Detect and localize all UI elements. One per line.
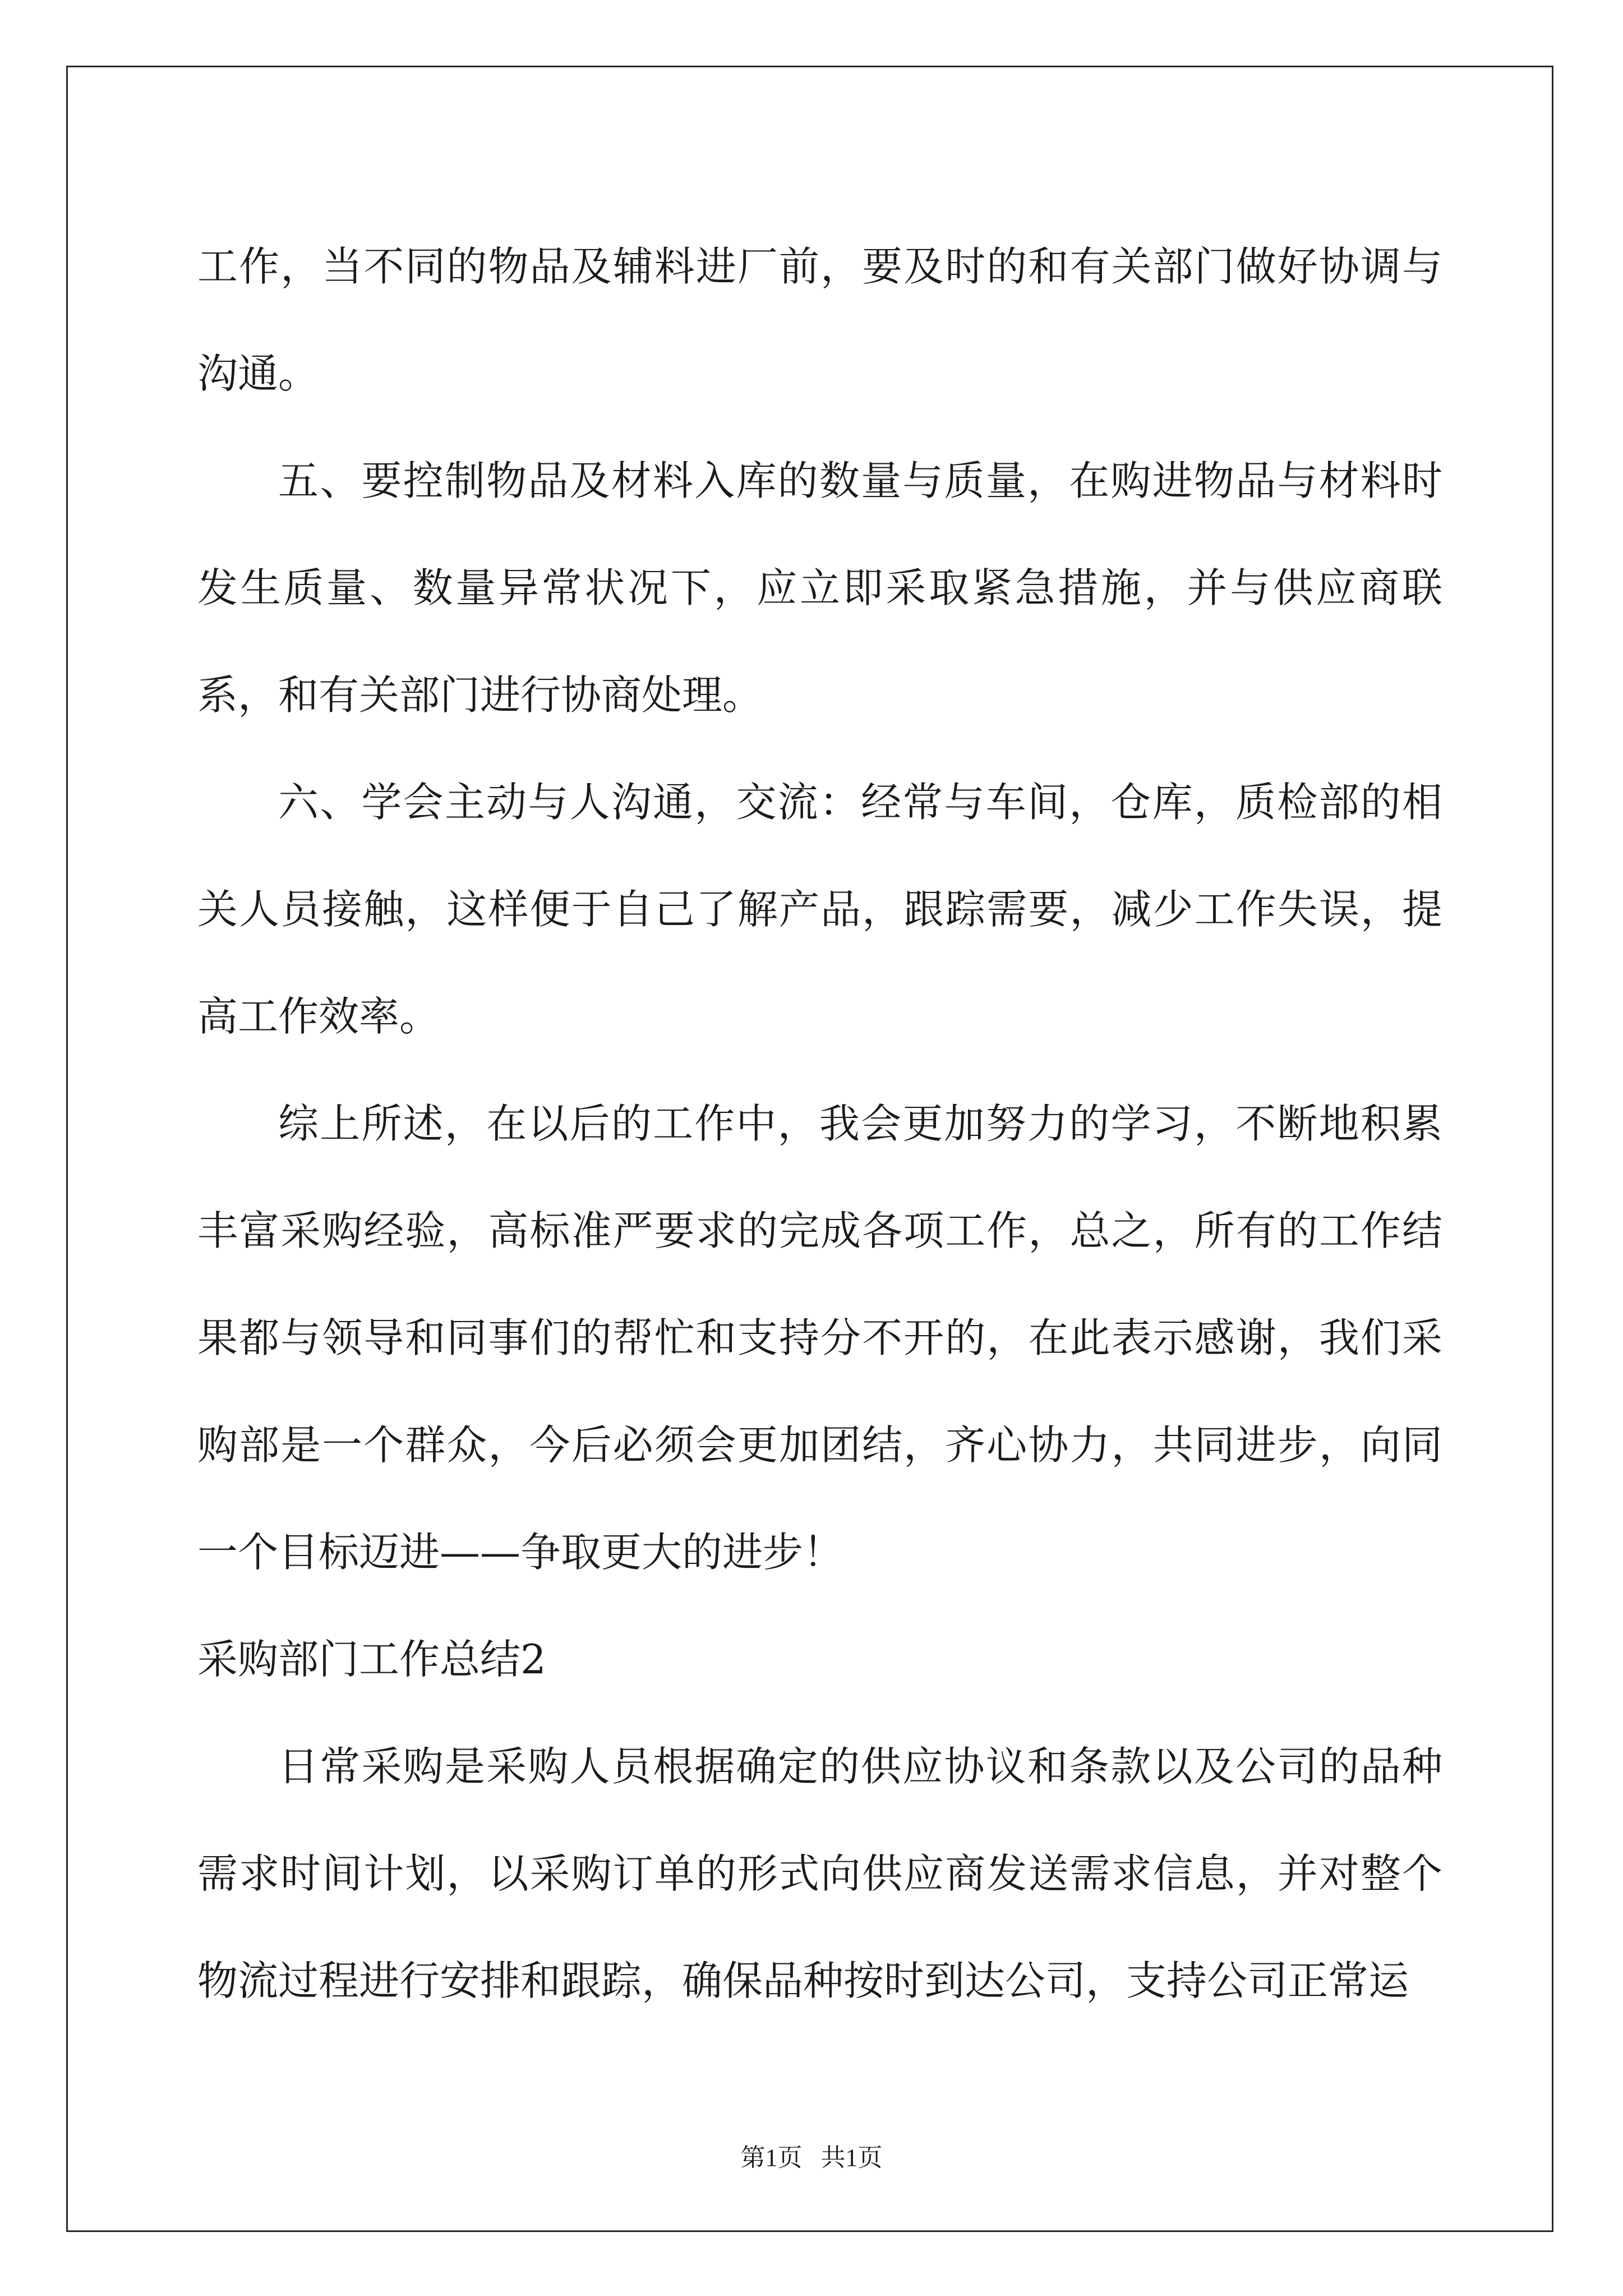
paragraph-daily-procurement: 日常采购是采购人员根据确定的供应协议和条款以及公司的品种需求时间计划，以采购订单的形式向供应商发送需求信息，并对整个物流过程进行安排和跟踪，确保品种按时到达公司，支持公司正常运 [197,1743,1442,2004]
paragraph-continuation: 工作，当不同的物品及辅料进厂前，要及时的和有关部门做好协调与沟通。 [197,243,1442,397]
paragraph-item-five: 五、要控制物品及材料入库的数量与质量，在购进物品与材料时发生质量、数量异常状况下，应立即采取紧急措施，并与供应商联系，和有关部门进行协商处理。 [197,457,1442,719]
paragraph-item-six: 六、学会主动与人沟通，交流：经常与车间，仓库，质检部的相关人员接触，这样便于自己了解产品，跟踪需要，减少工作失误，提高工作效率。 [197,779,1442,1040]
page-footer [0,2137,1623,2173]
section-heading: 采购部门工作总结2 [197,1636,546,1683]
paragraph-summary: 综上所述，在以后的工作中，我会更加努力的学习，不断地积累丰富采购经验，高标准严要求的完成各项工作，总之，所有的工作结果都与领导和同事们的帮忙和支持分不开的，在此表示感谢，我们采购部是一个群众，今后必须会更加团结，齐心协力，共同进步，向同一个目标迈进——争取更大的进步！ [197,1100,1442,1576]
page-number-label: 第1页 共1页 [740,2144,883,2171]
document-body [197,213,1442,2035]
